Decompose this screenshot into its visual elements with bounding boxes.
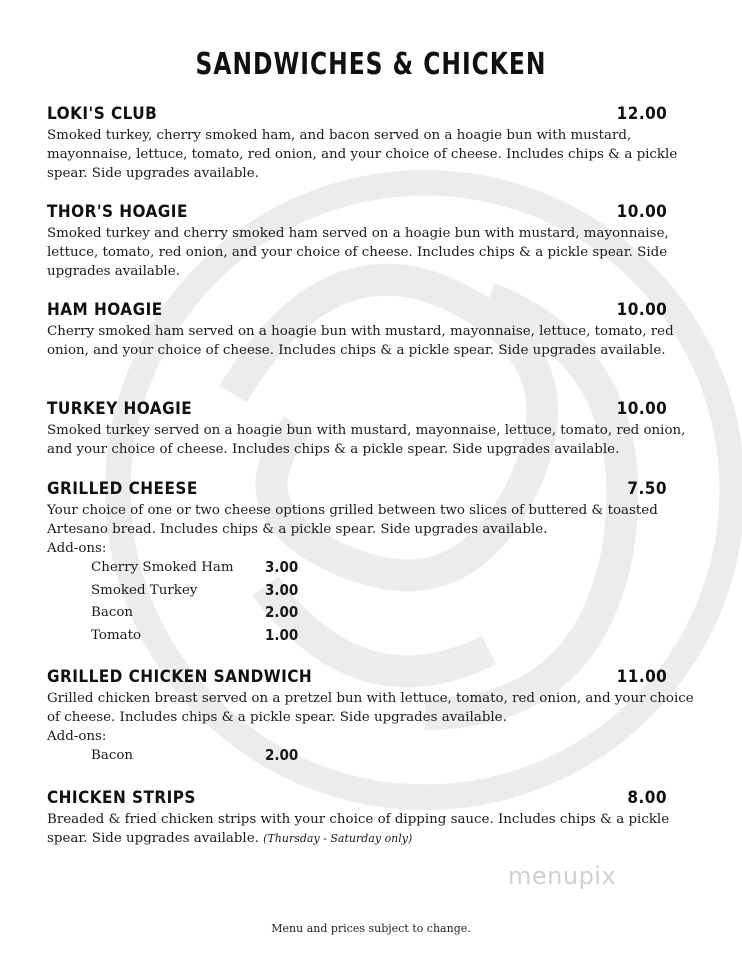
menu-item-chicken-strips: [47, 788, 670, 848]
addon-name: Bacon: [91, 605, 134, 620]
item-name: THOR'S HOAGIE: [47, 202, 188, 222]
item-description-text: Breaded & fried chicken strips with your choice of dipping sauce. Includes chips & a pickle spear. Side upgrades available.: [47, 812, 670, 846]
item-price: 11.00: [616, 667, 667, 687]
addon-price: 3.00: [265, 558, 299, 576]
menu-item-lokis-club: [47, 104, 678, 183]
footer-note: Menu and prices subject to change.: [271, 922, 471, 935]
menu-item-grilled-chicken-sandwich: [47, 667, 694, 769]
item-price: 12.00: [616, 104, 667, 124]
item-description: Cherry smoked ham served on a hoagie bun with mustard, mayonnaise, lettuce, tomato, red onion, and your choice of cheese. Includes chips & a pickle spear. Side upgrades available.: [47, 324, 674, 358]
menu-item-turkey-hoagie: [47, 399, 686, 459]
addon-price: 2.00: [265, 603, 299, 621]
addon-row: [47, 626, 667, 649]
item-price: 7.50: [627, 479, 667, 499]
item-description: Grilled chicken breast served on a pretzel bun with lettuce, tomato, red onion, and your choice of cheese. Includes chips & a pickle spear. Side upgrades available.: [47, 691, 694, 725]
menu-item-grilled-cheese: [47, 479, 667, 648]
addon-row: [47, 746, 667, 769]
addon-row: [47, 558, 667, 581]
item-name: CHICKEN STRIPS: [47, 788, 196, 808]
item-name: GRILLED CHICKEN SANDWICH: [47, 667, 313, 687]
addon-name: Tomato: [91, 627, 142, 643]
addon-price: 3.00: [265, 580, 299, 599]
item-description: Smoked turkey, cherry smoked ham, and bacon served on a hoagie bun with mustard, mayonnaise, lettuce, tomato, red onion, and your choice of cheese. Includes chips & a pickle spear. Side upgrades available.: [47, 128, 678, 181]
menu-item-thors-hoagie: [47, 202, 667, 281]
item-price: 8.00: [627, 788, 667, 808]
item-price: 10.00: [616, 399, 667, 419]
item-description: Smoked turkey served on a hoagie bun with mustard, mayonnaise, lettuce, tomato, red onion, and your choice of cheese. Includes chips & a pickle spear. Side upgrades available.: [47, 423, 686, 457]
addon-name: Smoked Turkey: [91, 582, 198, 598]
addon-price: 1.00: [265, 625, 299, 644]
item-name: GRILLED CHEESE: [47, 479, 198, 499]
page-title: SANDWICHES & CHICKEN: [195, 47, 547, 83]
brand-watermark: menupix: [508, 862, 617, 890]
item-name: TURKEY HOAGIE: [47, 399, 193, 419]
item-description: [47, 810, 697, 848]
addon-row: [47, 581, 667, 604]
item-name: HAM HOAGIE: [47, 300, 163, 320]
addon-price: 2.00: [265, 746, 299, 764]
availability-note: (Thursday - Saturday only): [263, 832, 413, 845]
item-price: 10.00: [616, 202, 667, 222]
addon-row: [47, 603, 667, 626]
addons-label: Add-ons:: [47, 729, 107, 744]
item-description: Your choice of one or two cheese options grilled between two slices of buttered & toasted Artesano bread. Includes chips & a pickle spear. Side upgrades available.: [47, 503, 658, 537]
item-description: Smoked turkey and cherry smoked ham served on a hoagie bun with mustard, mayonnaise, lettuce, tomato, red onion, and your choice of cheese. Includes chips & a pickle spear. Side upgrades available.: [47, 226, 669, 279]
addons-label: Add-ons:: [47, 541, 107, 556]
item-name: LOKI'S CLUB: [47, 104, 158, 124]
item-price: 10.00: [616, 300, 667, 320]
addon-name: Cherry Smoked Ham: [91, 560, 234, 575]
addon-name: Bacon: [91, 748, 134, 763]
menu-item-ham-hoagie: [47, 300, 674, 360]
